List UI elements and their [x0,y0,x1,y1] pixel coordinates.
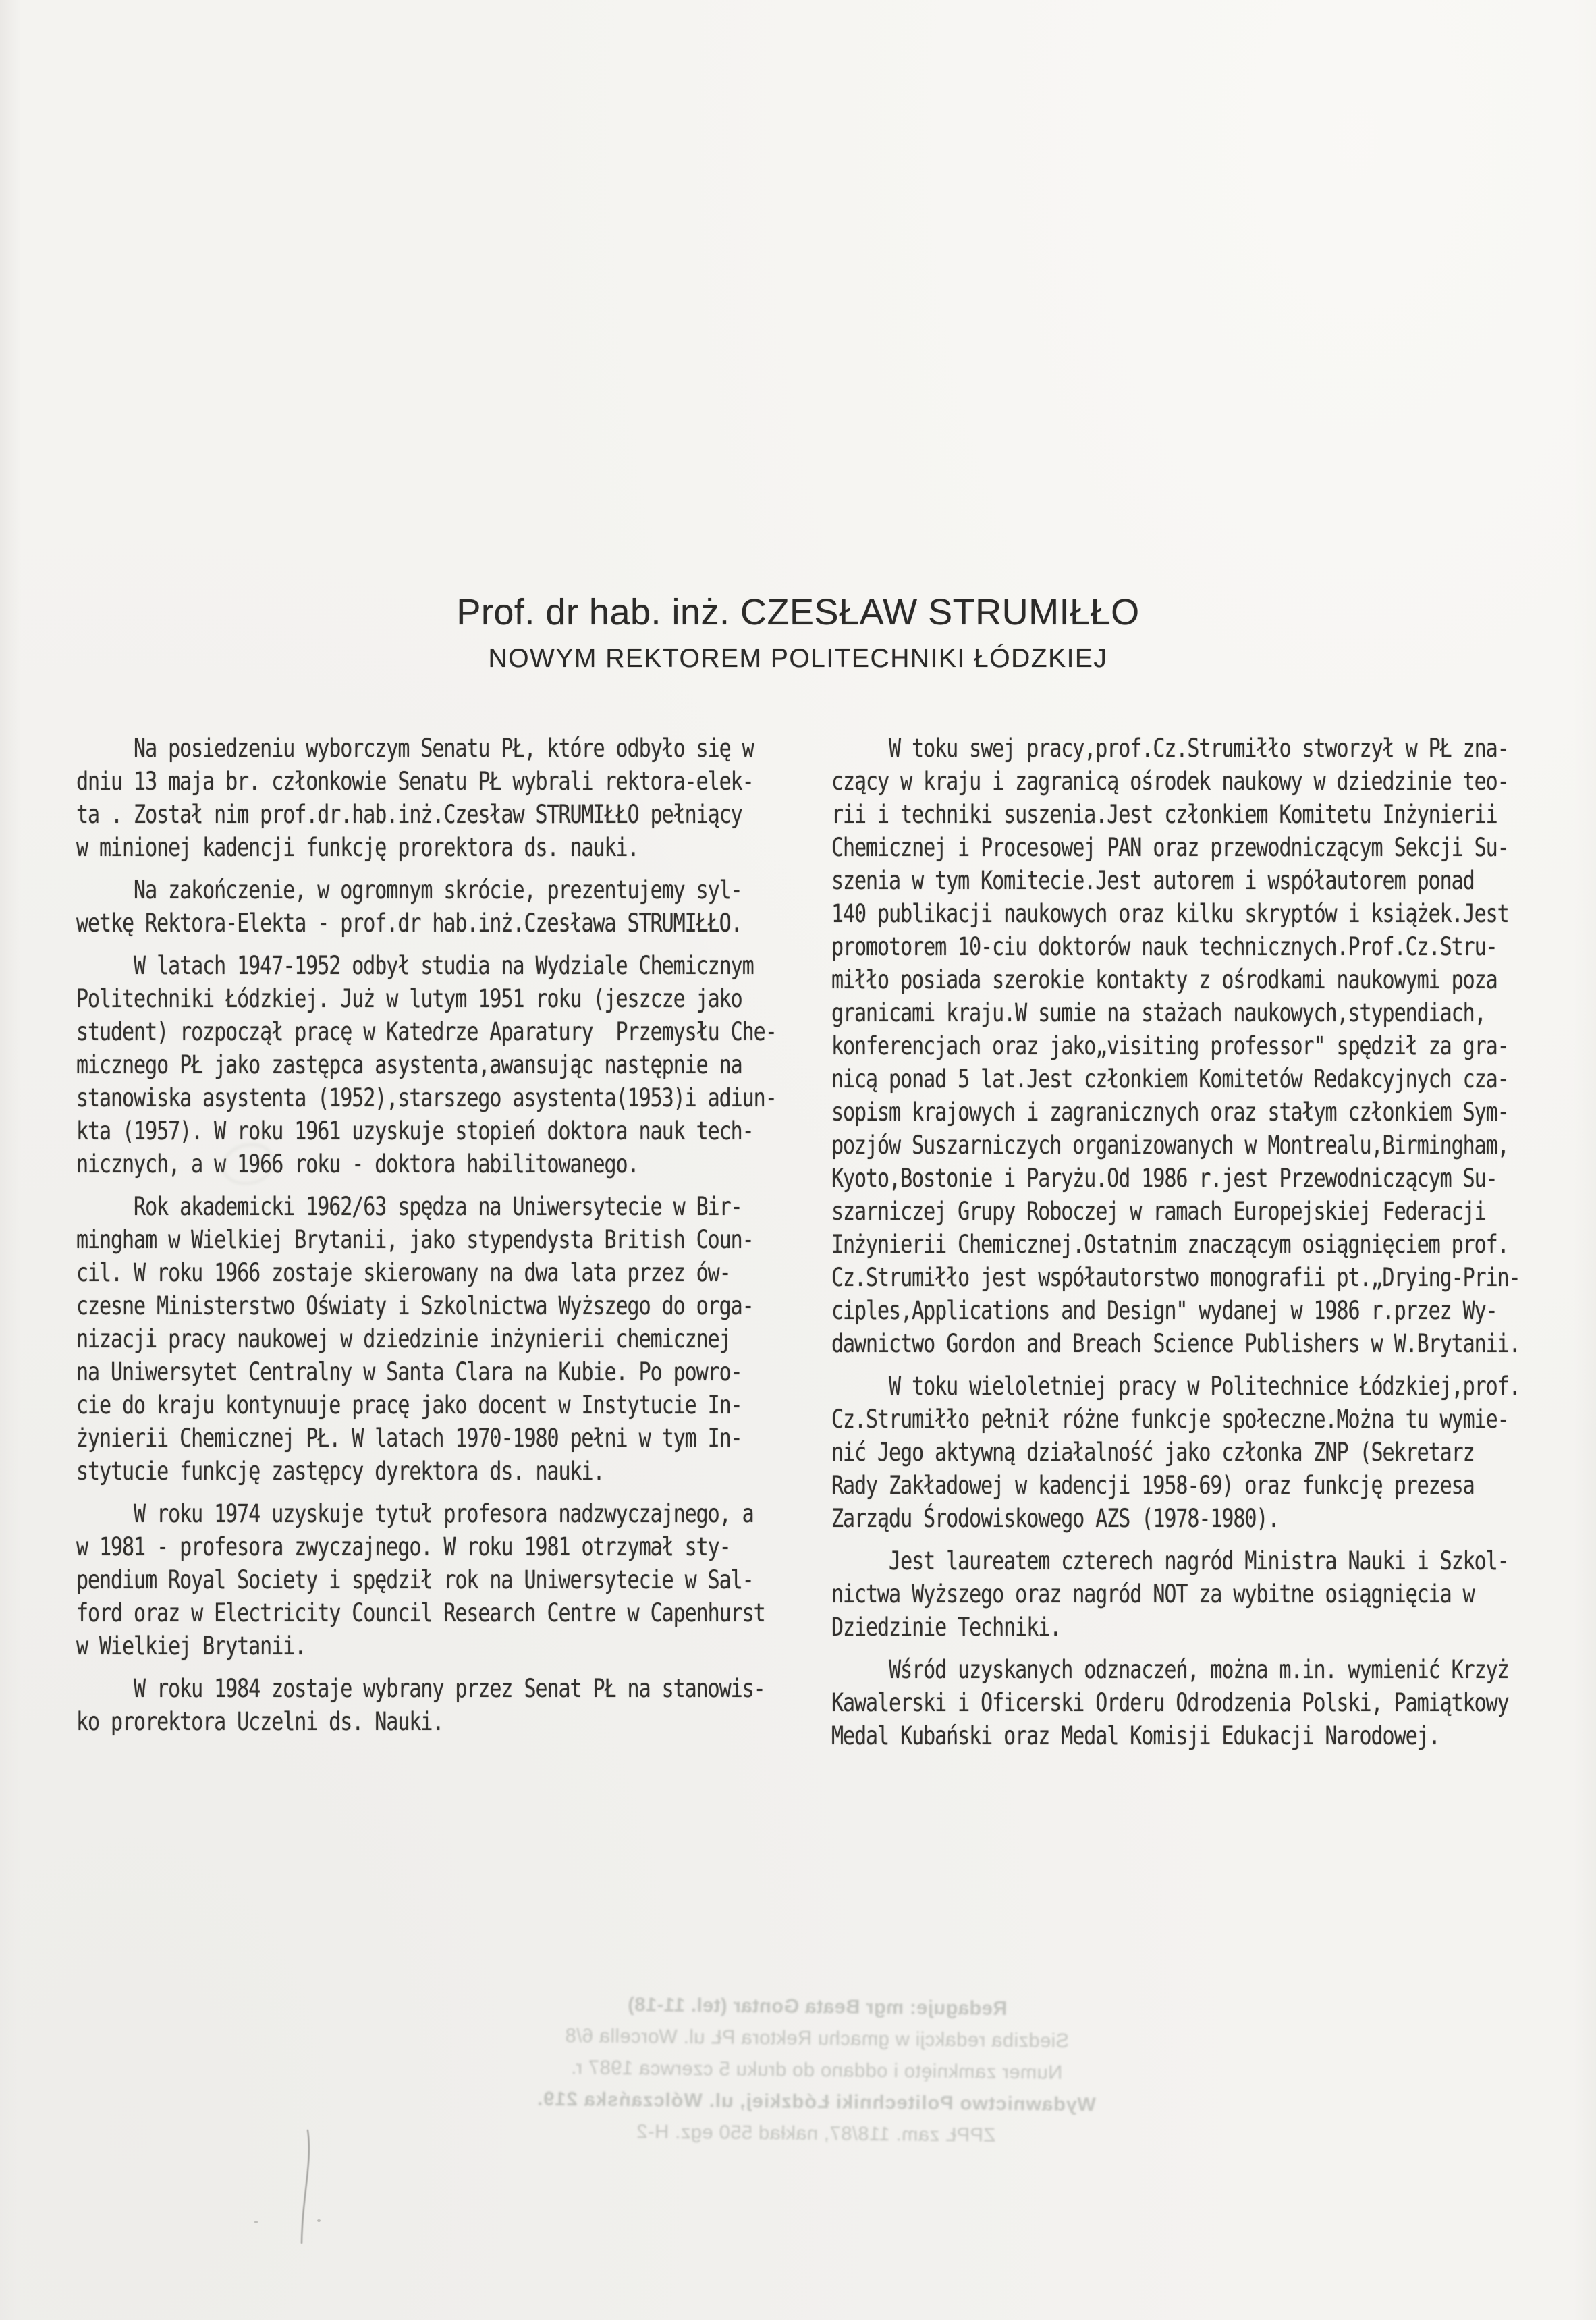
body-paragraph [831,1370,1537,1536]
showthrough-imprint-text [377,1987,1256,2155]
text-line: żynierii Chemicznej PŁ. W latach 1970-1980 pełni w tym In- [76,1424,742,1453]
text-line: W toku swej pracy,prof.Cz.Strumiłło stworzył w PŁ zna- [831,734,1509,763]
text-line: Dziedzinie Techniki. [831,1613,1062,1642]
body-paragraph [76,732,781,865]
text-line: cie do kraju kontynuuje pracę jako docent w Instytucie In- [76,1391,742,1420]
text-line: czący w kraju i zagranicą ośrodek naukowy w dziedzinie teo- [831,767,1509,797]
text-line: micznego PŁ jako zastępca asystenta,awansując następnie na [76,1050,742,1080]
text-line: ford oraz w Electricity Council Research Centre w Capenhurst [76,1598,765,1628]
text-line: Cz.Strumiłło pełnił różne funkcje społeczne.Można tu wymie- [831,1405,1509,1434]
body-paragraph [831,732,1537,1361]
text-line: Rok akademicki 1962/63 spędza na Uniwersytecie w Bir- [76,1192,742,1222]
text-line: na Uniwersytet Centralny w Santa Clara na Kubie. Po powro- [76,1357,742,1387]
text-line: cil. W roku 1966 zostaje skierowany na dwa lata przez ów- [76,1258,731,1288]
text-line: nictwa Wyższego oraz nagród NOT za wybitne osiągnięcia w [831,1580,1475,1609]
showthrough-line: ZPPŁ zam. 118/87, nakład 550 egz. H-2 [636,2121,996,2147]
text-line: Medal Kubański oraz Medal Komisji Edukacji Narodowej. [831,1721,1440,1751]
text-line: promotorem 10-ciu doktorów nauk technicznych.Prof.Cz.Stru- [831,932,1497,962]
text-line: kta (1957). W roku 1961 uzyskuje stopień doktora nauk tech- [76,1116,754,1146]
body-paragraph [76,1191,781,1488]
text-line: wetkę Rektora-Elekta - prof.dr hab.inż.Czesława STRUMIŁŁO. [76,909,742,938]
text-line: W toku wieloletniej pracy w Politechnice Łódzkiej,prof. [831,1372,1520,1401]
text-line: Jest laureatem czterech nagród Ministra Nauki i Szkol- [831,1546,1509,1576]
body-paragraph [76,1498,781,1663]
text-line: stytucie funkcję zastępcy dyrektora ds. nauki. [76,1457,605,1486]
showthrough-line: Redaguje: mgr Beata Gontar (tel. 11-18) [627,1994,1008,2020]
text-line: szarniczej Grupy Roboczej w ramach Europejskiej Federacji [831,1197,1486,1226]
text-line: w minionej kadencji funkcję prorektora ds. nauki. [76,833,639,863]
text-line: Inżynierii Chemicznej.Ostatnim znaczącym osiągnięciem prof. [831,1230,1509,1260]
text-line: Chemicznej i Procesowej PAN oraz przewodniczącym Sekcji Su- [831,833,1509,863]
text-line: W roku 1974 uzyskuje tytuł profesora nadzwyczajnego, a [76,1499,754,1529]
showthrough-line: Siedziba redakcji w gmachu Rektora PŁ ul. Worcella 6/8 [564,2025,1070,2052]
text-line: Kawalerski i Oficerski Orderu Odrodzenia Polski, Pamiątkowy [831,1688,1509,1718]
text-line: stanowiska asystenta (1952),starszego asystenta(1953)i adiun- [76,1083,777,1113]
text-line: Kyoto,Bostonie i Paryżu.Od 1986 r.jest Przewodniczącym Su- [831,1164,1497,1193]
text-line: student) rozpoczął pracę w Katedrze Aparatury Przemysłu Che- [76,1017,777,1047]
body-paragraph [76,874,781,940]
article-headline [0,591,1596,675]
text-line: Politechniki Łódzkiej. Już w lutym 1951 roku (jeszcze jako [76,984,742,1014]
text-line: pozjów Suszarniczych organizowanych w Montrealu,Birmingham, [831,1131,1509,1160]
text-line: dawnictwo Gordon and Breach Science Publishers w W.Brytanii. [831,1329,1520,1359]
text-line: 140 publikacji naukowych oraz kilku skryptów i książek.Jest [831,899,1509,929]
text-line: nić Jego aktywną działalność jako członka ZNP (Sekretarz [831,1438,1475,1467]
text-line: w Wielkiej Brytanii. [76,1631,306,1661]
text-line: pendium Royal Society i spędził rok na Uniwersytecie w Sal- [76,1565,754,1595]
text-line: ciples,Applications and Design" wydanej w 1986 r.przez Wy- [831,1296,1497,1326]
body-paragraph [831,1545,1537,1644]
text-line: Wśród uzyskanych odznaczeń, można m.in. wymienić Krzyż [831,1655,1509,1685]
text-line: ta . Został nim prof.dr.hab.inż.Czesław STRUMIŁŁO pełniący [76,800,742,830]
article-title: Prof. dr hab. inż. CZESŁAW STRUMIŁŁO [456,592,1140,632]
body-paragraph [831,1654,1537,1753]
text-line: dniu 13 maja br. członkowie Senatu PŁ wybrali rektora-elek- [76,767,754,797]
text-line: mingham w Wielkiej Brytanii, jako stypendysta British Coun- [76,1225,754,1255]
showthrough-line: Numer zamknięto i oddano do druku 5 czerwca 1987 r. [570,2057,1063,2084]
showthrough-line: Wydawnictwo Politechniki Łódzkiej, ul. Wólczańska 219. [536,2088,1096,2116]
text-line: Na zakończenie, w ogromnym skrócie, prezentujemy syl- [76,875,742,905]
text-line: Cz.Strumiłło jest współautorstwo monografii pt.„Drying-Prin- [831,1263,1520,1293]
text-line: ko prorektora Uczelni ds. Nauki. [76,1707,444,1737]
hair-scan-artifact [290,2125,331,2250]
text-line: w 1981 - profesora zwyczajnego. W roku 1981 otrzymał sty- [76,1532,731,1562]
paper-speck [317,2219,321,2222]
text-line: Zarządu Środowiskowego AZS (1978-1980). [831,1504,1279,1534]
text-line: czesne Ministerstwo Oświaty i Szkolnictwa Wyższego do orga- [76,1291,754,1321]
left-text-column [76,732,781,1748]
text-line: nizacji pracy naukowej w dziedzinie inżynierii chemicznej [76,1324,731,1354]
text-line: rii i techniki suszenia.Jest członkiem Komitetu Inżynierii [831,800,1497,830]
text-line: sopism krajowych i zagranicznych oraz stałym członkiem Sym- [831,1098,1509,1127]
body-paragraph [76,950,781,1181]
text-line: W roku 1984 zostaje wybrany przez Senat PŁ na stanowis- [76,1674,765,1704]
text-line: Na posiedzeniu wyborczym Senatu PŁ, które odbyło się w [76,734,754,763]
text-line: konferencjach oraz jako„visiting professor" spędził za gra- [831,1031,1509,1061]
text-line: nicą ponad 5 lat.Jest członkiem Komitetów Redakcyjnych cza- [831,1064,1509,1094]
text-line: W latach 1947-1952 odbył studia na Wydziale Chemicznym [76,951,754,981]
right-text-column [831,732,1537,1762]
text-line: szenia w tym Komitecie.Jest autorem i współautorem ponad [831,866,1475,896]
text-line: Rady Zakładowej w kadencji 1958-69) oraz funkcję prezesa [831,1471,1475,1501]
article-subtitle: NOWYM REKTOREM POLITECHNIKI ŁÓDZKIEJ [488,644,1108,673]
body-paragraph [76,1673,781,1739]
text-line: miłło posiada szerokie kontakty z ośrodkami naukowymi poza [831,965,1497,995]
text-line: nicznych, a w 1966 roku - doktora habilitowanego. [76,1150,639,1179]
text-line: granicami kraju.W sumie na stażach naukowych,stypendiach, [831,998,1486,1028]
paper-speck [254,2221,258,2223]
